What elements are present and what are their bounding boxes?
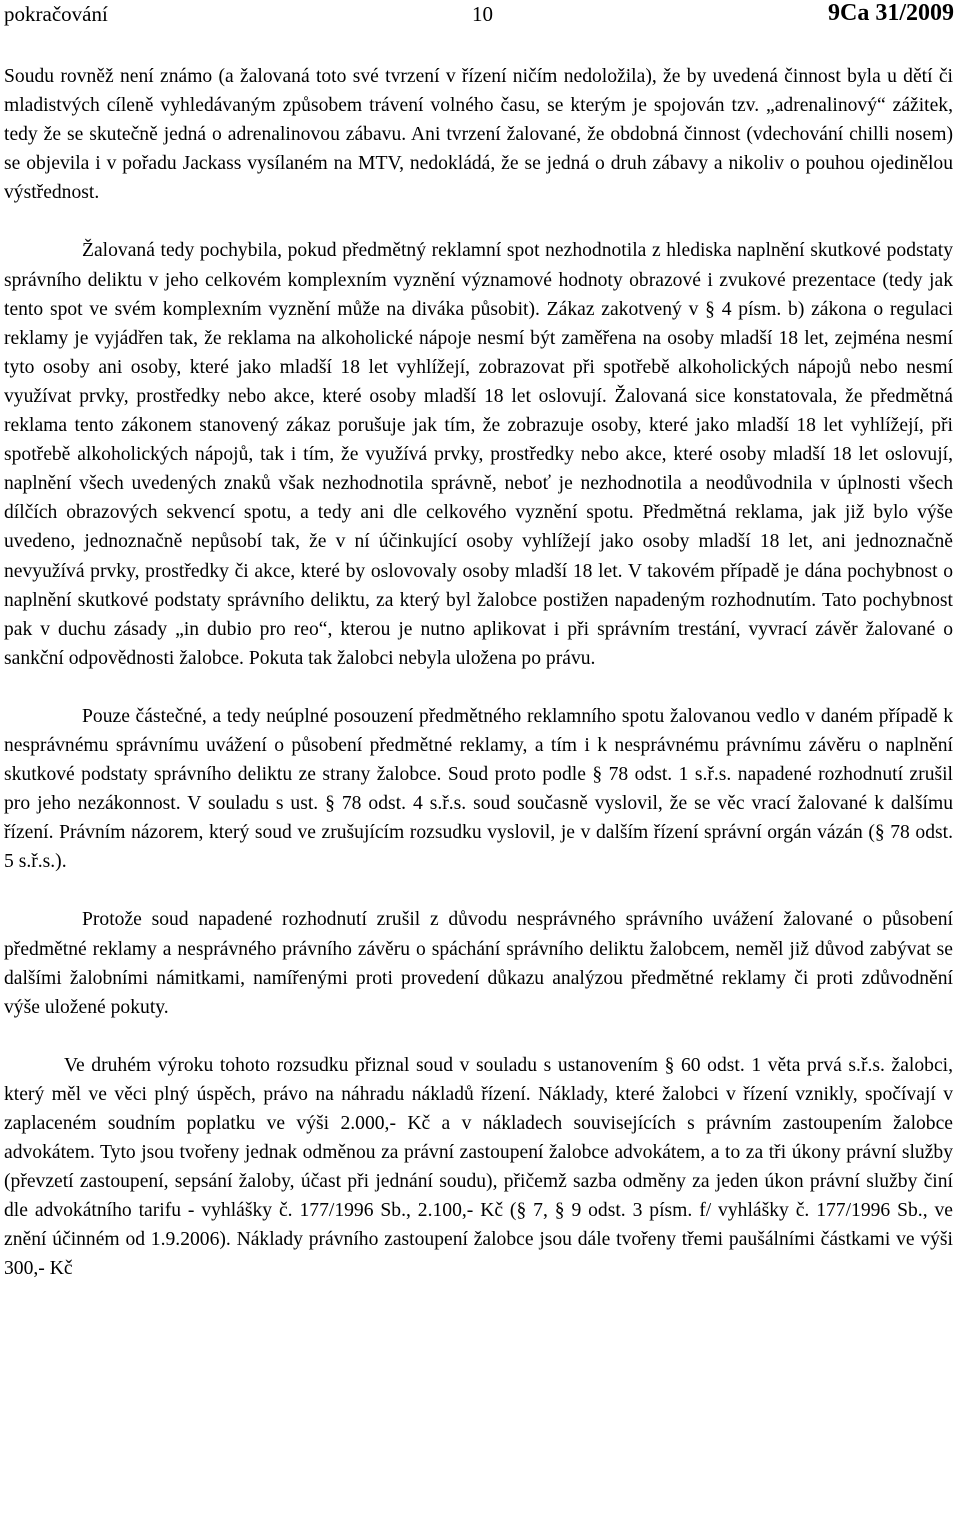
page-number: 10 — [472, 2, 493, 26]
case-number: 9Ca 31/2009 — [828, 0, 954, 26]
document-body — [4, 62, 953, 1284]
paragraph: Protože soud napadené rozhodnutí zrušil z důvodu nesprávného správního uvážení žalované o působení předmětné reklamy a nesprávného právního závěru o spáchání správního deliktu žalobcem, neměl již důvod zabývat se dalšími žalobními námitkami, namířenými proti provedení důkazu analýzou předmětné reklamy či proti zdůvodnění výše uložené pokuty. — [4, 909, 953, 1018]
paragraph: Ve druhém výroku tohoto rozsudku přiznal soud v souladu s ustanovením § 60 odst. 1 věta prvá s.ř.s. žalobci, který měl ve věci plný úspěch, právo na náhradu nákladů řízení. Náklady, které žalobci v řízení vznikly, spočívají v zaplaceném soudním poplatku ve výši 2.000,- Kč a v nákladech souvisejících s právním zastoupením žalobce advokátem. Tyto jsou tvořeny jednak odměnou za právní zastoupení žalobce advokátem, a to za tři úkony právní služby (převzetí zastoupení, sepsání žaloby, účast při jednání soudu), přičemž sazba odměny za jeden úkon právní služby činí dle advokátního tarifu - vyhlášky č. 177/1996 Sb., 2.100,- Kč (§ 7, § 9 odst. 3 písm. f/ vyhlášky č. 177/1996 Sb., ve znění účinném od 1.9.2006). Náklady právního zastoupení žalobce jsou dále tvořeny třemi paušálními částkami ve výši 300,- Kč — [4, 1054, 953, 1280]
paragraph: Soudu rovněž není známo (a žalovaná toto své tvrzení v řízení ničím nedoložila), že by uvedená činnost byla u dětí či mladistvých cíleně vyhledávaným způsobem trávení volného času, se kterým je spojován tzv. „adrenalinový“ zážitek, tedy že se skutečně jedná o adrenalinovou zábavu. Ani tvrzení žalované, že obdobná činnost (vdechování chilli nosem) se objevila i v pořadu Jackass vysílaném na MTV, nedokládá, že se jedná o druh zábavy a nikoliv o pouhou ojedinělou výstřednost. — [4, 66, 953, 204]
paragraph: Žalovaná tedy pochybila, pokud předmětný reklamní spot nezhodnotila z hlediska naplnění skutkové podstaty správního deliktu v jeho celkovém komplexním vyznění významové hodnoty obrazové i zvukové prezentace (tedy jak tento spot ve svém komplexním vyznění může na diváka působit). Zákaz zakotvený v § 4 písm. b) zákona o regulaci reklamy je vyjádřen tak, že reklama na alkoholické nápoje nesmí být zaměřena na osoby mladší 18 let, zejména nesmí tyto osoby ani osoby, které jako mladší 18 let vyhlížejí, zobrazovat při spotřebě alkoholických nápojů nebo nesmí využívat prvky, prostředky nebo akce, které osoby mladší 18 let oslovují. Žalovaná sice konstatovala, že předmětná reklama tento zákonem stanovený zákaz porušuje jak tím, že zobrazuje osoby, které jako mladší 18 let vyhlížejí, při spotřebě alkoholických nápojů, tak i tím, že využívá prvky, prostředky nebo akce, které osoby mladší 18 let oslovují, naplnění všech uvedených znaků však nezhodnotila správně, neboť je nezhodnotila a neodůvodnila v úplnosti všech dílčích obrazových sekvencí spotu, a tedy ani dle celkového vyznění spotu. Předmětná reklama, jak již bylo výše uvedeno, jednoznačně nepůsobí tak, že v ní účinkující osoby vyhlížejí jako osoby mladší 18 let, ani jednoznačně nevyužívá prvky, prostředky či akce, které by oslovovaly osoby mladší 18 let. V takovém případě je dána pochybnost o naplnění skutkové podstaty správního deliktu, za který byl žalobce postižen napadeným rozhodnutím. Tato pochybnost pak v duchu zásady „in dubio pro reo“, kterou je nutno aplikovat i při správním trestání, vyvrací závěr žalované o sankční odpovědnosti žalobce. Pokuta tak žalobci nebyla uložena po právu. — [4, 240, 953, 669]
continuation-label: pokračování — [4, 2, 108, 26]
page-header — [4, 0, 954, 30]
paragraph: Pouze částečné, a tedy neúplné posouzení předmětného reklamního spotu žalovanou vedlo v daném případě k nesprávnému správnímu uvážení o působení předmětné reklamy, a tím i k nesprávnému právnímu závěru o naplnění skutkové podstaty správního deliktu ze strany žalobce. Soud proto podle § 78 odst. 1 s.ř.s. napadené rozhodnutí zrušil pro jeho nezákonnost. V souladu s ust. § 78 odst. 4 s.ř.s. soud současně vyslovil, že se věc vrací žalované k dalšímu řízení. Právním názorem, který soud ve zrušujícím rozsudku vyslovil, je v dalším řízení správní orgán vázán (§ 78 odst. 5 s.ř.s.). — [4, 705, 953, 873]
